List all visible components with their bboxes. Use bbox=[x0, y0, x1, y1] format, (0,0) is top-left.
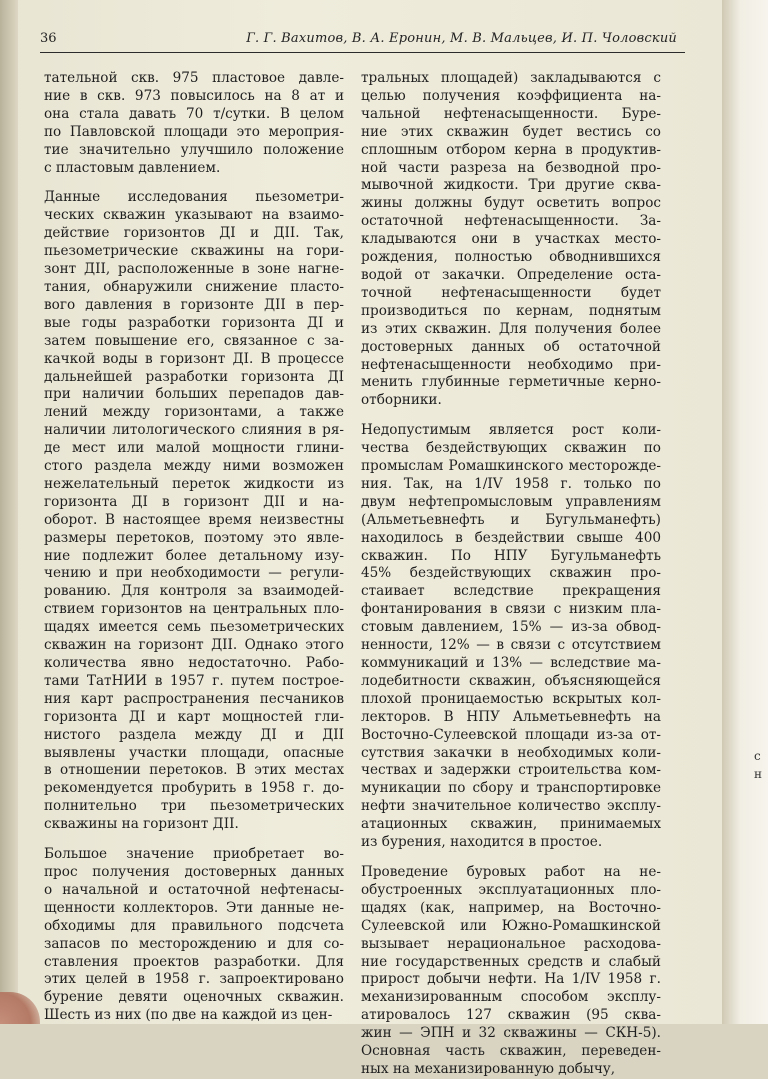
text-line: из этих скважин. Для получения более bbox=[361, 320, 661, 337]
text-line: тие значительно улучшило положение bbox=[44, 141, 344, 158]
paragraph bbox=[361, 422, 661, 852]
text-line: ния. Так, на 1/IV 1958 г. только по bbox=[361, 475, 661, 492]
text-line: достоверных данных об остаточной bbox=[361, 338, 661, 355]
paragraph bbox=[44, 189, 344, 834]
text-line: горизонта ДI в горизонт ДII и на- bbox=[44, 493, 344, 510]
text-line: чествах и задержки строительства ком- bbox=[361, 762, 661, 779]
text-line: затем повышение его, связанное с за- bbox=[44, 332, 344, 349]
text-line: вого давления в горизонте ДII в пер- bbox=[44, 296, 344, 313]
text-line: плохой проницаемостью вскрытых кол- bbox=[361, 690, 661, 707]
text-line: де мест или малой мощности глини- bbox=[44, 440, 344, 457]
text-line: этих целей в 1958 г. запроектировано bbox=[44, 971, 344, 988]
text-line: вызывает нерациональное расходова- bbox=[361, 935, 661, 952]
text-line: двум нефтепромысловым управлениям bbox=[361, 493, 661, 510]
text-line: стого раздела между ними возможен bbox=[44, 458, 344, 475]
text-line: ствием горизонтов на центральных пло- bbox=[44, 601, 344, 618]
text-line: лекторов. В НПУ Альметьевнефть на bbox=[361, 708, 661, 725]
text-line: (Альметьевнефть и Бугульманефть) bbox=[361, 511, 661, 528]
text-line: стовым давлением, 15% — из-за обвод- bbox=[361, 619, 661, 636]
text-line: прирост добычи нефти. На 1/IV 1958 г. bbox=[361, 971, 661, 988]
text-line: Недопустимым является рост коли- bbox=[361, 422, 661, 439]
text-line: 45% бездействующих скважин про- bbox=[361, 565, 661, 582]
text-line: тральных площадей) закладываются с bbox=[361, 70, 661, 86]
text-line: прос получения достоверных данных bbox=[44, 863, 344, 880]
text-line: атационных скважин, принимаемых bbox=[361, 816, 661, 833]
text-line: ческих скважин указывают на взаимо- bbox=[44, 207, 344, 224]
text-line: стаивает вследствие прекращения bbox=[361, 583, 661, 600]
text-line: нефти значительное количество эксплу- bbox=[361, 798, 661, 815]
text-line: Основная часть скважин, переведен- bbox=[361, 1043, 661, 1060]
text-line: выявлены участки площади, опасные bbox=[44, 744, 344, 761]
text-line: Шесть из них (по две на каждой из цен- bbox=[44, 1007, 333, 1024]
text-line: ных на механизированную добычу, bbox=[361, 1060, 616, 1077]
text-line: она стала давать 70 т/сутки. В целом bbox=[44, 105, 344, 122]
text-line: ние государственных средств и слабый bbox=[361, 953, 661, 970]
text-line: точной нефтенасыщенности будет bbox=[361, 284, 661, 301]
text-line: скважин. По НПУ Бугульманефть bbox=[361, 547, 661, 564]
text-line: сутствия закачки в необходимых коли- bbox=[361, 744, 661, 761]
text-line: мывочной жидкости. Три другие сква- bbox=[361, 177, 661, 194]
text-line: лений между горизонтами, а также bbox=[44, 404, 344, 421]
text-line: Сулеевской или Южно-Ромашкинской bbox=[361, 917, 661, 934]
text-line: с пластовым давлением. bbox=[44, 159, 221, 176]
text-line: ние в скв. 973 повысилось на 8 ат и bbox=[44, 87, 344, 104]
text-line: остаточной нефтенасыщенности. За- bbox=[361, 213, 661, 230]
text-line: запасов по месторождению и для со- bbox=[44, 935, 344, 952]
text-line: промыслам Ромашкинского месторожде- bbox=[361, 458, 661, 475]
text-line: наличии литологического слияния в ря- bbox=[44, 422, 344, 439]
text-line: дальнейшей разработки горизонта ДI bbox=[44, 368, 344, 385]
page-header bbox=[40, 28, 685, 53]
text-line: механизированным способом эксплу- bbox=[361, 989, 661, 1006]
text-line: тания, обнаружили снижение пласто- bbox=[44, 278, 344, 295]
text-line: по Павловской площади это мероприя- bbox=[44, 123, 344, 140]
text-line: размеры перетоков, поэтому это явле- bbox=[44, 529, 344, 546]
text-line: щадях имеется семь пьезометрических bbox=[44, 619, 344, 636]
text-line: вые годы разработки горизонта ДI и bbox=[44, 314, 344, 331]
text-line: находилось в бездействии свыше 400 bbox=[361, 529, 661, 546]
text-line: коммуникаций и 13% — вследствие ма- bbox=[361, 655, 661, 671]
text-line: ной части разреза на безводной про- bbox=[361, 159, 661, 176]
text-line: водой от закачки. Определение оста- bbox=[361, 266, 661, 283]
text-line: атировалось 127 скважин (95 сква- bbox=[361, 1007, 661, 1024]
text-line: Восточно-Сулеевской площади из-за от- bbox=[361, 726, 661, 743]
text-line: щадях (как, например, на Восточно- bbox=[361, 899, 661, 916]
text-line: жин — ЭПН и 32 скважины — СКН-5). bbox=[361, 1025, 661, 1042]
text-line: ставления проектов разработки. Для bbox=[44, 953, 344, 970]
text-line: ния карт распространения песчаников bbox=[44, 690, 344, 707]
running-head-authors: Г. Г. Вахитов, В. А. Еронин, М. В. Мальцев, И. П. Чоловский bbox=[246, 31, 677, 46]
text-line: муникации по сбору и транспортировке bbox=[361, 780, 661, 797]
text-line: рождения, полностью обводнившихся bbox=[361, 249, 661, 266]
right-column bbox=[361, 70, 661, 1079]
page-number: 36 bbox=[40, 31, 57, 46]
text-line: обустроенных эксплуатационных пло- bbox=[361, 881, 661, 898]
text-line: Данные исследования пьезометри- bbox=[44, 189, 344, 206]
text-line: чества бездействующих скважин по bbox=[361, 440, 661, 457]
paragraph bbox=[44, 70, 344, 177]
paragraph bbox=[44, 846, 344, 1025]
text-line: Большое значение приобретает во- bbox=[44, 846, 344, 863]
text-line: целью получения коэффициента на- bbox=[361, 87, 661, 104]
paragraph bbox=[361, 70, 661, 410]
left-column bbox=[44, 70, 344, 1025]
facing-page-edge bbox=[722, 0, 768, 1024]
text-line: ние подлежит более детальному изу- bbox=[44, 547, 344, 564]
text-line: из бурения, находится в простое. bbox=[361, 834, 603, 851]
text-line: обходимы для правильного подсчета bbox=[44, 917, 344, 934]
paragraph bbox=[361, 864, 661, 1079]
text-line: чению и при необходимости — регули- bbox=[44, 565, 344, 582]
text-line: скважин на горизонт ДII. Однако этого bbox=[44, 637, 344, 654]
text-line: скважины на горизонт ДII. bbox=[44, 816, 239, 833]
text-line: отборники. bbox=[361, 392, 442, 409]
text-line: полнительно три пьезометрических bbox=[44, 798, 344, 815]
page-gutter bbox=[0, 0, 18, 1024]
text-line: рованию. Для контроля за взаимодей- bbox=[44, 583, 344, 600]
text-line: оборот. В настоящее время неизвестны bbox=[44, 511, 344, 528]
text-line: лодебитности скважин, объясняющейся bbox=[361, 672, 661, 689]
text-line: тательной скв. 975 пластовое давле- bbox=[44, 70, 344, 86]
text-line: сплошным отбором керна в продуктив- bbox=[361, 141, 661, 158]
text-line: в отношении перетоков. В этих местах bbox=[44, 762, 344, 779]
text-line: рекомендуется пробурить в 1958 г. до- bbox=[44, 780, 344, 797]
facing-page-fragment: н bbox=[754, 767, 762, 781]
text-line: бурение девяти оценочных скважин. bbox=[44, 989, 344, 1006]
text-line: Проведение буровых работ на не- bbox=[361, 863, 661, 880]
text-line: нежелательный переток жидкости из bbox=[44, 475, 344, 492]
text-line: о начальной и остаточной нефтенасы- bbox=[44, 881, 344, 898]
text-line: кладываются они в участках место- bbox=[361, 231, 661, 248]
text-line: нефтенасыщенности необходимо при- bbox=[361, 356, 661, 373]
text-line: производиться по кернам, поднятым bbox=[361, 302, 661, 319]
text-line: ненности, 12% — в связи с отсутствием bbox=[361, 637, 661, 654]
text-line: действие горизонтов ДI и ДII. Так, bbox=[44, 225, 344, 242]
text-line: жины должны будут осветить вопрос bbox=[361, 195, 661, 212]
text-line: зонт ДII, расположенные в зоне нагне- bbox=[44, 261, 344, 278]
text-line: чальной нефтенасыщенности. Буре- bbox=[361, 105, 661, 122]
text-line: тами ТатНИИ в 1957 г. путем построе- bbox=[44, 672, 344, 689]
text-line: менить глубинные герметичные керно- bbox=[361, 374, 661, 391]
text-line: пьезометрические скважины на гори- bbox=[44, 243, 344, 260]
text-line: нистого раздела между ДI и ДII bbox=[44, 726, 344, 743]
text-line: щенности коллекторов. Эти данные не- bbox=[44, 899, 344, 916]
text-line: горизонта ДI и карт мощностей гли- bbox=[44, 708, 344, 725]
text-line: при наличии больших перепадов дав- bbox=[44, 386, 344, 403]
text-line: ние этих скважин будет вестись со bbox=[361, 123, 661, 140]
facing-page-fragment: с bbox=[754, 749, 761, 763]
text-line: качкой воды в горизонт ДI. В процессе bbox=[44, 350, 344, 367]
text-line: количества явно недостаточно. Рабо- bbox=[44, 655, 344, 671]
text-line: фонтанирования в связи с низким пла- bbox=[361, 601, 661, 618]
